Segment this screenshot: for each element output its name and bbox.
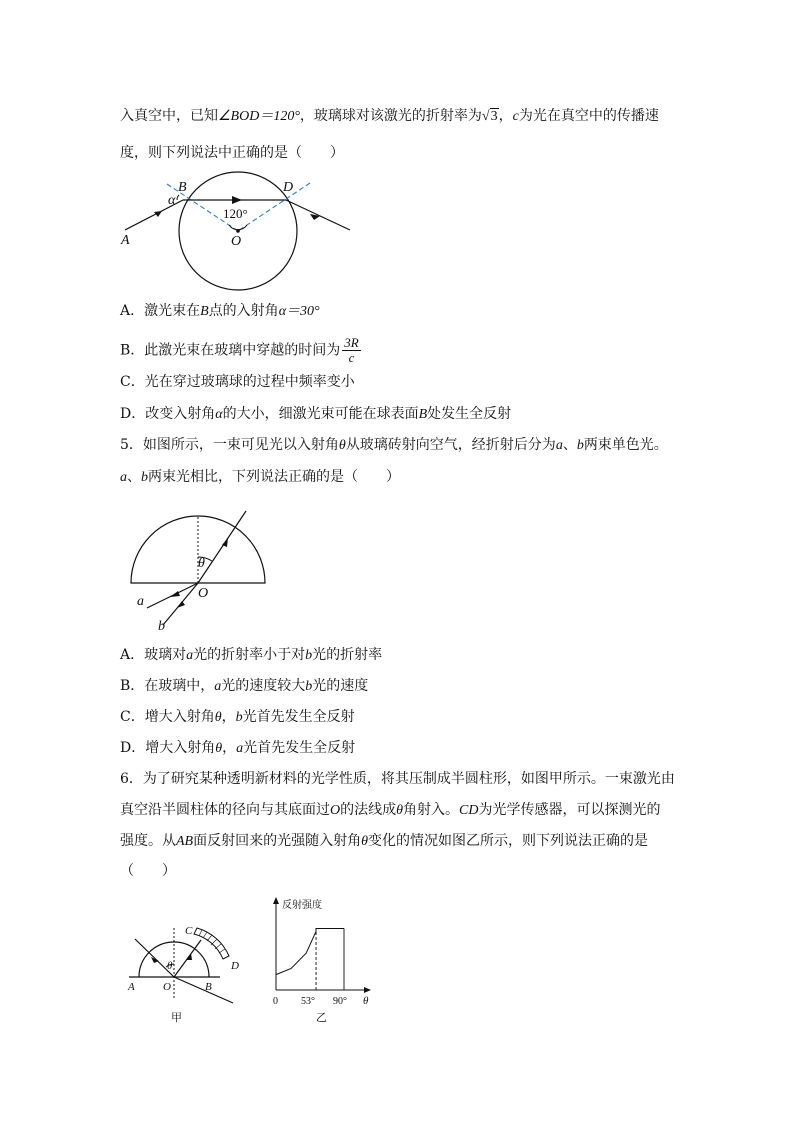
q6-figure-yi-chart (262, 893, 382, 1025)
x-axis-arrow (364, 987, 371, 993)
q4-stem-line1: 入真空中，已知∠BOD＝120°，玻璃球对该激光的折射率为√3，c为光在真空中的传播速 (120, 108, 659, 124)
q6-stem-line2: 真空沿半圆柱体的径向与其底面过O的法线成θ角射入。CD为光学传感器，可以探测光的 (120, 802, 661, 818)
q4-option-b: B．此激光束在玻璃中穿越的时间为 $\frac{3R}{c}$ (120, 335, 359, 365)
x-axis-label: θ (363, 995, 369, 1007)
q4-option-a: A．激光束在B点的入射角α＝30° (120, 303, 320, 319)
label-O: O (198, 586, 209, 601)
q4-stem-line2: 度，则下列说法中正确的是（ ） (120, 145, 344, 161)
label-theta: θ (198, 556, 205, 571)
label-C: C (185, 925, 193, 937)
q4-option-d: D．改变入射角α的大小，细激光束可能在球表面B处发生全反射 (120, 406, 512, 422)
y-axis-label: 反射强度 (282, 900, 322, 911)
q5-stem-line2: a、b两束光相比，下列说法正确的是（ ） (120, 469, 400, 485)
label-O: O (163, 981, 171, 993)
label-D: D (231, 960, 239, 972)
q4-figure-sphere (110, 170, 370, 290)
label-theta: θ (167, 960, 173, 972)
caption-jia: 甲 (171, 1011, 182, 1024)
label-b: b (158, 619, 165, 634)
q5-figure-semicircle (125, 505, 275, 635)
label-D: D (283, 180, 294, 195)
q5-option-b: B．在玻璃中，a光的速度较大b光的速度 (120, 678, 369, 694)
tick-label-53: 53° (301, 996, 315, 1007)
y-axis-arrow (273, 897, 279, 904)
tick-label-90: 90° (333, 996, 347, 1007)
label-120: 120° (223, 206, 248, 221)
q6-stem-line3: 强度。从AB面反射回来的光强随入射角θ变化的情况如图乙所示，则下列说法正确的是 (120, 833, 648, 849)
label-B: B (205, 981, 212, 993)
label-a: a (137, 594, 144, 609)
q6-stem-line4: （ ） (120, 863, 176, 879)
fraction-3R-over-c: $\frac{3R}{c}$ (344, 335, 359, 365)
series-line (276, 929, 344, 975)
q6-stem-line1: 6．为了研究某种透明新材料的光学性质，将其压制成半圆柱形，如图甲所示。一束激光由 (120, 771, 675, 787)
caption-yi: 乙 (316, 1011, 327, 1024)
q5-option-d: D．增大入射角θ，a光首先发生全反射 (120, 740, 356, 756)
tick-label-0: 0 (273, 996, 278, 1007)
q5-stem-line1: 5．如图所示，一束可见光以入射角θ从玻璃砖射向空气，经折射后分为a、b两束单色光。 (120, 437, 668, 453)
label-B: B (178, 180, 187, 195)
q5-option-c: C．增大入射角θ，b光首先发生全反射 (120, 709, 355, 725)
q5-option-a: A．玻璃对a光的折射率小于对b光的折射率 (120, 647, 383, 663)
label-A: A (121, 233, 130, 248)
label-O: O (231, 234, 242, 249)
label-alpha: α (168, 193, 176, 208)
q4-option-c: C．光在穿过玻璃球的过程中频率变小 (120, 374, 355, 390)
q6-figure-jia (125, 920, 255, 1025)
label-A: A (128, 981, 135, 993)
